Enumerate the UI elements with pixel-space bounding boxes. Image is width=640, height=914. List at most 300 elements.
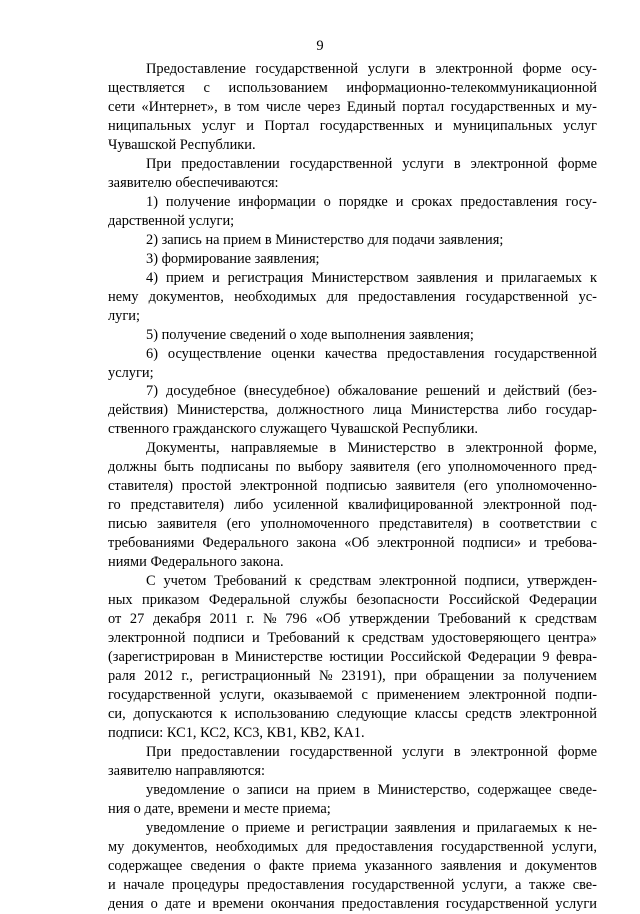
- word: о: [289, 326, 301, 343]
- word: закона.: [240, 554, 284, 571]
- word: №: [262, 611, 277, 628]
- word: и: [246, 117, 254, 134]
- word: 796: [285, 611, 307, 628]
- word: заявления;: [409, 326, 474, 343]
- word: необходимых: [215, 838, 299, 855]
- word: декабря: [152, 611, 201, 628]
- word: либо: [233, 497, 264, 514]
- word: предоставления: [460, 193, 558, 210]
- word: в: [447, 440, 455, 457]
- word: действий: [503, 383, 560, 400]
- word: муниципальных: [452, 117, 553, 134]
- word: сведения: [190, 857, 246, 874]
- word: и: [296, 819, 305, 836]
- word: и: [197, 895, 206, 912]
- text-line: [108, 686, 597, 705]
- word: средствам: [309, 573, 372, 590]
- word: ниями: [108, 554, 151, 571]
- word: уведомление: [146, 781, 225, 798]
- word: све-: [572, 876, 597, 893]
- word: для: [367, 231, 393, 248]
- word: государственной: [445, 895, 549, 912]
- word: о: [323, 193, 331, 210]
- word: и: [462, 819, 471, 836]
- word: сроках: [411, 193, 453, 210]
- word: заявителя: [350, 459, 410, 476]
- word: электронной: [468, 686, 547, 703]
- word: за: [502, 668, 515, 684]
- word: услуги,: [462, 876, 508, 893]
- word: получение: [165, 193, 231, 210]
- word: служащего: [259, 421, 331, 438]
- word: предоставления: [335, 838, 433, 855]
- word: и: [509, 857, 518, 874]
- word: 27: [129, 611, 145, 628]
- word: в: [453, 155, 461, 172]
- word: электронной: [465, 440, 544, 457]
- word: и: [485, 269, 494, 286]
- word: (его: [463, 478, 488, 495]
- word: 5): [146, 326, 162, 343]
- word: средствам: [362, 630, 424, 647]
- word: и: [487, 383, 496, 400]
- text-line: [108, 250, 597, 269]
- text-line: [108, 420, 597, 439]
- word: учетом: [163, 573, 207, 590]
- word: с: [203, 79, 210, 96]
- word: предоставления: [246, 876, 345, 893]
- word: оценки: [271, 345, 315, 362]
- word: к: [589, 269, 597, 286]
- word: утверждении: [349, 611, 430, 628]
- word: том: [237, 98, 260, 115]
- word: Федеральной: [208, 592, 291, 609]
- word: услуги: [402, 155, 444, 172]
- text-line: [108, 382, 597, 401]
- word: центра»: [547, 630, 597, 647]
- word: уполномоченно-: [496, 478, 597, 495]
- word: ходе: [300, 326, 331, 343]
- word: запись: [161, 231, 206, 248]
- word: усиленной: [273, 497, 339, 514]
- word: досудебное: [166, 383, 236, 400]
- text-line: [108, 60, 597, 79]
- word: го: [108, 497, 121, 514]
- word: 7): [146, 383, 158, 400]
- word: с: [590, 516, 597, 533]
- word: 9: [542, 649, 550, 666]
- word: электронной: [240, 478, 318, 495]
- word: прилагаемых: [476, 819, 558, 836]
- word: КС1,: [166, 724, 201, 741]
- word: порядке: [338, 193, 388, 210]
- word: заявления: [394, 819, 456, 836]
- word: заявителю: [108, 174, 176, 191]
- text-line: [108, 174, 597, 193]
- word: электронной: [435, 61, 513, 77]
- word: услуги: [555, 895, 597, 912]
- word: подписи:: [108, 724, 167, 741]
- word: и: [108, 876, 116, 893]
- word: луги;: [108, 307, 140, 324]
- word: си,: [108, 705, 126, 722]
- word: обращении: [425, 668, 495, 684]
- word: Документы,: [146, 440, 220, 457]
- word: заявления;: [254, 250, 320, 267]
- word: а: [515, 876, 522, 893]
- word: направляются:: [175, 762, 266, 779]
- word: приеме: [245, 819, 290, 836]
- text-line: [108, 458, 597, 477]
- word: государственной: [465, 288, 569, 305]
- word: либо: [507, 402, 537, 419]
- word: 6): [146, 345, 158, 362]
- word: «Интернет»,: [141, 98, 218, 115]
- word: подписаны: [200, 459, 269, 476]
- word: сведений: [229, 326, 290, 343]
- word: содержащее: [108, 857, 183, 874]
- word: осу-: [571, 61, 597, 77]
- word: КС2,: [200, 724, 234, 741]
- word: Федерации: [528, 592, 597, 609]
- word: получение: [161, 326, 230, 343]
- word: подачи: [392, 231, 439, 248]
- text-line: [108, 345, 597, 364]
- word: ус-: [578, 288, 597, 305]
- word: электронной: [483, 497, 561, 514]
- word: средств: [465, 705, 512, 722]
- word: 2012: [144, 668, 173, 684]
- word: КС3,: [233, 724, 267, 741]
- word: заявления;: [438, 231, 504, 248]
- word: КВ2,: [300, 724, 334, 741]
- word: «Об: [344, 535, 370, 552]
- word: государственной: [351, 876, 455, 893]
- text-line: [108, 895, 597, 914]
- word: с: [361, 686, 368, 703]
- word: необходимых: [234, 288, 317, 305]
- word: регистрационный: [201, 668, 311, 684]
- word: для: [306, 838, 328, 855]
- word: гражданского: [172, 421, 260, 438]
- word: службы: [299, 592, 348, 609]
- word: квалифицированной: [348, 497, 474, 514]
- word: подписи»: [462, 535, 522, 552]
- word: регистрации: [311, 819, 388, 836]
- text-line: [108, 724, 597, 743]
- word: предоставления: [387, 345, 485, 362]
- word: ных: [108, 592, 133, 609]
- word: информационно-телекоммуникационной: [346, 79, 597, 96]
- word: государственной: [441, 838, 544, 855]
- word: к: [294, 573, 302, 590]
- word: для: [326, 288, 348, 305]
- word: дарственной: [108, 212, 189, 229]
- text-line: [108, 591, 597, 610]
- word: указанного: [364, 857, 433, 874]
- word: сети: [108, 98, 135, 115]
- word: в: [224, 98, 231, 115]
- word: Федерального: [202, 535, 289, 552]
- word: в: [363, 781, 370, 798]
- word: февра-: [556, 649, 597, 666]
- word: госу-: [565, 193, 597, 210]
- word: документов: [525, 857, 597, 874]
- word: использованием: [228, 79, 328, 96]
- word: заявителя: [157, 516, 217, 533]
- word: и: [211, 269, 220, 286]
- word: уведомление: [146, 819, 225, 836]
- word: безопасности: [356, 592, 440, 609]
- text-line: [108, 705, 597, 724]
- word: услуги;: [108, 364, 154, 381]
- word: о: [231, 819, 239, 836]
- word: государственных: [319, 117, 425, 134]
- text-line: [108, 553, 597, 572]
- word: ственного: [108, 421, 173, 438]
- word: ния: [108, 800, 134, 817]
- word: ществляется: [108, 79, 185, 96]
- word: числе: [265, 98, 301, 115]
- word: (его: [226, 516, 251, 533]
- word: форме,: [554, 440, 597, 457]
- word: на: [295, 781, 311, 798]
- text-line: [108, 610, 597, 629]
- word: (зарегистрирован: [108, 649, 215, 666]
- word: государственной: [494, 345, 597, 362]
- word: «Об: [315, 611, 341, 628]
- word: под-: [570, 497, 597, 514]
- word: решений: [425, 383, 480, 400]
- word: содержащее: [477, 781, 552, 798]
- text-line: [108, 79, 597, 98]
- text-line: [108, 326, 597, 345]
- word: электронной: [519, 705, 597, 722]
- word: обжалование: [337, 383, 418, 400]
- word: в: [418, 61, 426, 77]
- word: пред-: [563, 459, 597, 476]
- word: быть: [163, 459, 194, 476]
- word: государственной: [289, 155, 393, 172]
- word: Требований: [267, 630, 340, 647]
- word: использованию: [234, 705, 330, 722]
- text-line: [108, 401, 597, 420]
- word: подпи-: [555, 686, 597, 703]
- text-line: [108, 117, 597, 136]
- word: о: [253, 857, 261, 874]
- word: прием: [165, 269, 205, 286]
- word: получением: [523, 668, 597, 684]
- word: представителя): [379, 516, 473, 533]
- word: действия): [108, 402, 168, 419]
- word: 23191),: [341, 668, 386, 684]
- text-line: [108, 876, 597, 895]
- word: процедуры: [171, 876, 240, 893]
- word: подписью: [326, 478, 387, 495]
- text-line: [108, 515, 597, 534]
- word: При: [146, 155, 172, 172]
- word: нему: [108, 288, 139, 305]
- word: о: [232, 781, 240, 798]
- word: услуги: [367, 61, 410, 77]
- text-line: [108, 857, 597, 876]
- word: и: [252, 630, 260, 647]
- word: КА1.: [333, 724, 365, 741]
- word: КВ1,: [266, 724, 301, 741]
- page-number: 9: [316, 38, 324, 54]
- word: раля: [108, 668, 136, 684]
- text-line: [108, 781, 597, 800]
- word: государственных: [450, 98, 556, 115]
- word: государственной: [289, 743, 393, 760]
- word: ниципальных: [108, 117, 192, 134]
- word: записи: [247, 781, 289, 798]
- text-line: [108, 819, 597, 838]
- word: в: [264, 231, 276, 248]
- word: выполнения: [330, 326, 410, 343]
- word: о: [150, 895, 158, 912]
- word: дате,: [144, 800, 178, 817]
- word: в: [329, 440, 337, 457]
- word: регистрация: [227, 269, 304, 286]
- word: Министерством: [311, 269, 409, 286]
- word: услуг: [201, 117, 236, 134]
- word: месте: [243, 800, 283, 817]
- word: Чувашской: [330, 421, 403, 438]
- text-line: [108, 136, 597, 155]
- word: заявления: [440, 857, 502, 874]
- word: удостоверяющего: [431, 630, 541, 647]
- word: Министерства,: [176, 402, 269, 419]
- word: 4): [146, 269, 158, 286]
- word: сведе-: [559, 781, 597, 798]
- word: юстиции: [329, 649, 384, 666]
- word: предоставлении: [181, 743, 280, 760]
- word: 3): [146, 250, 162, 267]
- word: государственной: [255, 61, 359, 77]
- word: лица: [372, 402, 402, 419]
- word: также: [529, 876, 566, 893]
- word: 1): [146, 193, 158, 210]
- word: представителя): [130, 497, 225, 514]
- word: дения: [108, 895, 144, 912]
- word: Российской: [390, 649, 462, 666]
- word: через: [307, 98, 341, 115]
- word: форме: [558, 743, 597, 760]
- word: и: [434, 117, 443, 134]
- word: г.: [246, 611, 255, 628]
- word: Российской: [448, 592, 520, 609]
- word: При: [146, 743, 172, 760]
- word: электронной: [108, 630, 186, 647]
- text-line: [108, 534, 597, 553]
- word: допускаются: [133, 705, 213, 722]
- word: требова-: [544, 535, 597, 552]
- word: приказом: [142, 592, 200, 609]
- word: документов,: [148, 288, 224, 305]
- word: в: [453, 743, 461, 760]
- word: классы: [414, 705, 458, 722]
- word: услуги,: [551, 838, 597, 855]
- word: выбору: [297, 459, 343, 476]
- text-line: [108, 439, 597, 458]
- word: должностного: [277, 402, 365, 419]
- word: времени: [212, 895, 264, 912]
- word: электронной: [470, 155, 549, 172]
- word: подписи: [193, 630, 245, 647]
- word: заявления: [416, 269, 478, 286]
- word: начале: [123, 876, 165, 893]
- word: предоставления: [341, 895, 439, 912]
- word: уполномоченного: [447, 459, 557, 476]
- word: утвержден-: [527, 573, 597, 590]
- word: Чувашской: [108, 136, 180, 153]
- word: качества: [324, 345, 378, 362]
- document-body: [108, 60, 597, 914]
- word: Требований: [438, 611, 511, 628]
- word: услуги: [402, 743, 444, 760]
- word: в: [482, 516, 490, 533]
- word: и: [561, 98, 570, 115]
- word: Единый: [346, 98, 396, 115]
- word: документов,: [132, 838, 208, 855]
- text-line: [108, 288, 597, 307]
- word: Министерство: [275, 231, 368, 248]
- word: дате: [164, 895, 191, 912]
- word: оказываемой: [273, 686, 353, 703]
- text-line: [108, 838, 597, 857]
- word: средствам: [534, 611, 597, 628]
- word: предоставлении: [181, 155, 280, 172]
- word: предоставления: [358, 288, 456, 305]
- word: электронной: [379, 573, 457, 590]
- word: ставителя): [108, 478, 174, 495]
- word: по: [275, 459, 291, 476]
- word: приема;: [282, 800, 331, 817]
- word: Федерального: [150, 554, 241, 571]
- word: Предоставление: [146, 61, 246, 77]
- word: Министерство,: [377, 781, 470, 798]
- text-line: [108, 193, 597, 212]
- word: Министерстве: [234, 649, 323, 666]
- word: Республики.: [179, 136, 256, 153]
- word: закона: [296, 535, 337, 552]
- word: заявителю: [108, 762, 176, 779]
- word: к: [564, 819, 572, 836]
- word: государственной: [108, 686, 211, 703]
- word: информации: [238, 193, 316, 210]
- word: Требований: [214, 573, 287, 590]
- word: о: [133, 800, 145, 817]
- word: формирование: [161, 250, 255, 267]
- word: уполномоченного: [260, 516, 370, 533]
- text-line: [108, 155, 597, 174]
- text-line: [108, 762, 597, 781]
- word: Министерства: [410, 402, 499, 419]
- word: услуги,: [219, 686, 265, 703]
- text-line: [108, 496, 597, 515]
- word: (без-: [567, 383, 597, 400]
- word: к: [519, 611, 527, 628]
- word: применением: [376, 686, 460, 703]
- word: соответствии: [499, 516, 581, 533]
- word: прилагаемых: [501, 269, 582, 286]
- word: к: [347, 630, 355, 647]
- word: простой: [181, 478, 232, 495]
- word: к: [219, 705, 227, 722]
- word: требованиями: [108, 535, 195, 552]
- word: в: [221, 649, 229, 666]
